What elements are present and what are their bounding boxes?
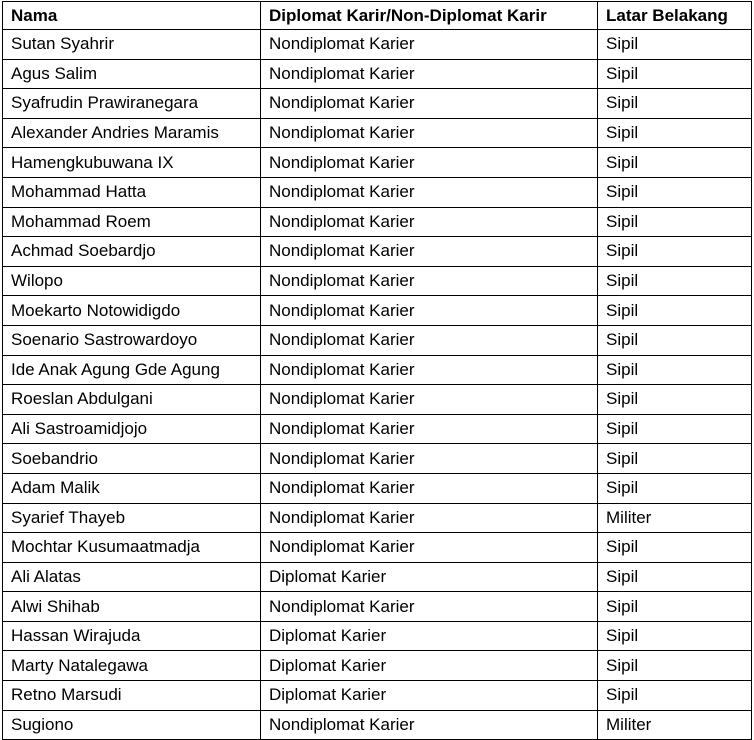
table-row [3, 89, 752, 119]
table-row [3, 177, 752, 207]
table-row [3, 592, 752, 622]
cell-nama: Alwi Shihab [3, 592, 261, 622]
table-container [2, 1, 751, 734]
cell-latar-belakang: Sipil [598, 621, 752, 651]
table-row [3, 118, 752, 148]
cell-diplomat-karir: Nondiplomat Karier [261, 385, 598, 415]
cell-diplomat-karir: Nondiplomat Karier [261, 355, 598, 385]
cell-latar-belakang: Militer [598, 503, 752, 533]
cell-latar-belakang: Sipil [598, 681, 752, 711]
table-row [3, 30, 752, 60]
table-body [3, 30, 752, 740]
table-row [3, 148, 752, 178]
table-row [3, 503, 752, 533]
table-row [3, 207, 752, 237]
cell-latar-belakang: Sipil [598, 592, 752, 622]
cell-latar-belakang: Sipil [598, 473, 752, 503]
foreign-ministers-table [2, 1, 752, 740]
cell-diplomat-karir: Nondiplomat Karier [261, 207, 598, 237]
table-row [3, 473, 752, 503]
cell-diplomat-karir: Nondiplomat Karier [261, 266, 598, 296]
cell-diplomat-karir: Nondiplomat Karier [261, 444, 598, 474]
table-row [3, 266, 752, 296]
cell-latar-belakang: Sipil [598, 296, 752, 326]
cell-diplomat-karir: Diplomat Karier [261, 681, 598, 711]
cell-diplomat-karir: Nondiplomat Karier [261, 237, 598, 267]
cell-latar-belakang: Sipil [598, 148, 752, 178]
table-row [3, 681, 752, 711]
cell-diplomat-karir: Nondiplomat Karier [261, 59, 598, 89]
cell-nama: Retno Marsudi [3, 681, 261, 711]
cell-latar-belakang: Sipil [598, 30, 752, 60]
cell-nama: Roeslan Abdulgani [3, 385, 261, 415]
table-header-row [3, 2, 752, 30]
cell-nama: Wilopo [3, 266, 261, 296]
header-latar-belakang: Latar Belakang [598, 2, 752, 30]
table-row [3, 355, 752, 385]
cell-latar-belakang: Sipil [598, 651, 752, 681]
cell-diplomat-karir: Nondiplomat Karier [261, 177, 598, 207]
cell-diplomat-karir: Nondiplomat Karier [261, 296, 598, 326]
cell-nama: Hamengkubuwana IX [3, 148, 261, 178]
cell-diplomat-karir: Nondiplomat Karier [261, 473, 598, 503]
table-row [3, 296, 752, 326]
table-row [3, 710, 752, 740]
cell-nama: Ali Sastroamidjojo [3, 414, 261, 444]
cell-latar-belakang: Sipil [598, 207, 752, 237]
cell-latar-belakang: Sipil [598, 237, 752, 267]
cell-diplomat-karir: Diplomat Karier [261, 562, 598, 592]
cell-diplomat-karir: Nondiplomat Karier [261, 325, 598, 355]
cell-nama: Achmad Soebardjo [3, 237, 261, 267]
cell-latar-belakang: Sipil [598, 266, 752, 296]
table-row [3, 237, 752, 267]
cell-diplomat-karir: Nondiplomat Karier [261, 533, 598, 563]
table-row [3, 414, 752, 444]
cell-diplomat-karir: Nondiplomat Karier [261, 414, 598, 444]
cell-latar-belakang: Sipil [598, 385, 752, 415]
cell-latar-belakang: Sipil [598, 562, 752, 592]
table-row [3, 533, 752, 563]
table-row [3, 651, 752, 681]
cell-nama: Soebandrio [3, 444, 261, 474]
cell-diplomat-karir: Nondiplomat Karier [261, 592, 598, 622]
cell-diplomat-karir: Nondiplomat Karier [261, 503, 598, 533]
table-row [3, 621, 752, 651]
cell-diplomat-karir: Nondiplomat Karier [261, 710, 598, 740]
cell-latar-belakang: Militer [598, 710, 752, 740]
cell-nama: Ide Anak Agung Gde Agung [3, 355, 261, 385]
cell-nama: Mohammad Hatta [3, 177, 261, 207]
cell-nama: Sutan Syahrir [3, 30, 261, 60]
cell-latar-belakang: Sipil [598, 533, 752, 563]
cell-nama: Adam Malik [3, 473, 261, 503]
cell-nama: Mochtar Kusumaatmadja [3, 533, 261, 563]
cell-nama: Syarief Thayeb [3, 503, 261, 533]
table-row [3, 59, 752, 89]
cell-latar-belakang: Sipil [598, 177, 752, 207]
cell-diplomat-karir: Nondiplomat Karier [261, 118, 598, 148]
cell-nama: Hassan Wirajuda [3, 621, 261, 651]
cell-nama: Alexander Andries Maramis [3, 118, 261, 148]
cell-nama: Moekarto Notowidigdo [3, 296, 261, 326]
cell-latar-belakang: Sipil [598, 59, 752, 89]
cell-diplomat-karir: Nondiplomat Karier [261, 89, 598, 119]
cell-diplomat-karir: Nondiplomat Karier [261, 148, 598, 178]
cell-latar-belakang: Sipil [598, 118, 752, 148]
table-row [3, 325, 752, 355]
cell-latar-belakang: Sipil [598, 414, 752, 444]
cell-nama: Ali Alatas [3, 562, 261, 592]
cell-nama: Syafrudin Prawiranegara [3, 89, 261, 119]
cell-nama: Mohammad Roem [3, 207, 261, 237]
cell-nama: Soenario Sastrowardoyo [3, 325, 261, 355]
cell-latar-belakang: Sipil [598, 444, 752, 474]
header-diplomat-karir: Diplomat Karir/Non-Diplomat Karir [261, 2, 598, 30]
cell-diplomat-karir: Nondiplomat Karier [261, 30, 598, 60]
cell-latar-belakang: Sipil [598, 325, 752, 355]
cell-diplomat-karir: Diplomat Karier [261, 621, 598, 651]
cell-latar-belakang: Sipil [598, 355, 752, 385]
table-row [3, 385, 752, 415]
cell-nama: Marty Natalegawa [3, 651, 261, 681]
cell-latar-belakang: Sipil [598, 89, 752, 119]
table-row [3, 444, 752, 474]
table-row [3, 562, 752, 592]
cell-nama: Sugiono [3, 710, 261, 740]
cell-diplomat-karir: Diplomat Karier [261, 651, 598, 681]
header-nama: Nama [3, 2, 261, 30]
cell-nama: Agus Salim [3, 59, 261, 89]
